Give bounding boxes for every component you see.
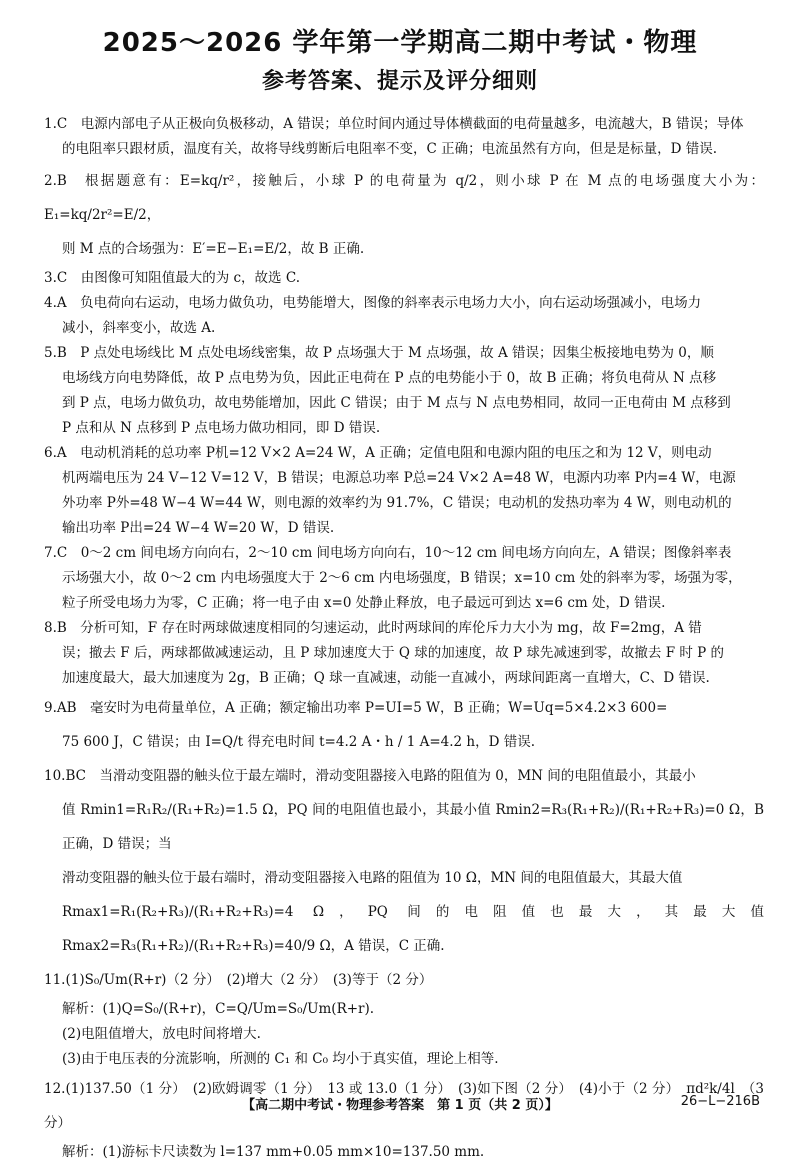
footer-page-info: 【高二期中考试・物理参考答案 第 1 页（共 2 页）】 (242, 1098, 558, 1113)
answer-line: 6.A 电动机消耗的总功率 P机=12 V×2 A=24 W，A 正确；定值电阻和电源内阻的电压之和为 12 V，则电动 (44, 445, 712, 461)
answer-item-1 (44, 112, 764, 162)
answer-line: 减小，斜率变小，故选 A. (62, 320, 216, 336)
answer-line: 外功率 P外=48 W−4 W=44 W，则电源的效率约为 91.7%，C 错误；电动机的发热功率为 4 W，则电动机的 (62, 495, 732, 511)
answer-line: 的电阻率只跟材质，温度有关，故将导线剪断后电阻率不变，C 正确；电流虽然有方向，但是是标量，D 错误. (62, 141, 718, 157)
answer-item-7 (44, 541, 764, 616)
answer-line: 12.(1)137.50（1 分） (2)欧姆调零（1 分） 13 或 13.0（1 分） (3)如下图（2 分） (4)小于（2 分） πd²k/4l （3 分） (44, 1081, 764, 1131)
analysis-line: 解析：(1)游标卡尺读数为 l=137 mm+0.05 mm×10=137.50 mm. (62, 1144, 485, 1160)
answer-line: 加速度最大，最大加速度为 2g，B 正确；Q 球一直减速，动能一直减小，两球间距离一直增大，C、D 错误. (62, 670, 710, 686)
answer-line: 11.(1)S₀/Um(R+r)（2 分） (2)增大（2 分） (3)等于（2 分） (44, 972, 433, 988)
answer-line: 则 M 点的合场强为：E′=E−E₁=E/2，故 B 正确. (62, 241, 365, 257)
answer-item-9 (44, 691, 764, 759)
answer-item-11-analysis (44, 997, 764, 1072)
answer-line: 示场强大小，故 0～2 cm 内电场强度大于 2～6 cm 内电场强度，B 错误；x=10 cm 处的斜率为零，场强为零， (62, 570, 742, 586)
answer-line: 值 Rmin1=R₁R₂/(R₁+R₂)=1.5 Ω，PQ 间的电阻值也最小，其最小值 Rmin2=R₃(R₁+R₂)/(R₁+R₂+R₃)=0 Ω，B 正确，D 错误；当 (62, 802, 764, 852)
analysis-line: (3)由于电压表的分流影响，所测的 C₁ 和 C₀ 均小于真实值，理论上相等. (62, 1051, 499, 1067)
answer-item-5 (44, 341, 764, 441)
answer-item-11 (44, 963, 764, 997)
answer-line: 到 P 点，电场力做负功，故电势能增加，因此 C 错误；由于 M 点与 N 点电势相同，故同一正电荷由 M 点移到 (62, 395, 731, 411)
answer-line: 误；撤去 F 后，两球都做减速运动，且 P 球加速度大于 Q 球的加速度，故 P 球先减速到零，故撤去 F 时 P 的 (62, 645, 725, 661)
answer-line: 8.B 分析可知，F 存在时两球做速度相同的匀速运动，此时两球间的库伦斥力大小为 mg，故 F=2mg，A 错 (44, 620, 702, 636)
answer-item-12-analysis (44, 1140, 764, 1165)
answer-line: 10.BC 当滑动变阻器的触头位于最左端时，滑动变阻器接入电路的阻值为 0，MN 间的电阻值最小，其最小 (44, 768, 696, 784)
answer-line: 3.C 由图像可知阻值最大的为 c，故选 C. (44, 270, 300, 286)
answer-line: 5.B P 点处电场线比 M 点处电场线密集，故 P 点场强大于 M 点场强，故 A 错误；因集尘板接地电势为 0，顺 (44, 345, 714, 361)
answer-item-6 (44, 441, 764, 541)
answer-line: 2.B 根据题意有：E=kq/r²，接触后，小球 P 的电荷量为 q/2，则小球 P 在 M 点的电场强度大小为：E₁=kq/2r²=E/2， (44, 173, 764, 223)
page-title: 2025～2026 学年第一学期高二期中考试・物理 (102, 28, 698, 58)
analysis-line: 解析：(1)Q=S₀/(R+r)，C=Q/Um=S₀/Um(R+r). (62, 1001, 375, 1017)
answer-item-8 (44, 616, 764, 691)
answer-line: Rmax1=R₁(R₂+R₃)/(R₁+R₂+R₃)=4 Ω，PQ 间的电阻值也最大，其最大值 Rmax2=R₃(R₁+R₂)/(R₁+R₂+R₃)=40/9 Ω，A 错误，C 正确. (62, 904, 764, 954)
answer-line: 75 600 J，C 错误；由 I=Q/t 得充电时间 t=4.2 A・h / 1 A=4.2 h，D 错误. (62, 734, 535, 750)
answer-item-10 (44, 759, 764, 963)
answer-line: 输出功率 P出=24 W−4 W=20 W，D 错误. (62, 520, 335, 536)
page-subtitle: 参考答案、提示及评分细则 (261, 69, 538, 94)
answer-line: 9.AB 毫安时为电荷量单位，A 正确；额定输出功率 P=UI=5 W，B 正确；W=Uq=5×4.2×3 600= (44, 700, 668, 716)
answer-item-2 (44, 164, 764, 266)
analysis-line: (2)电阻值增大，放电时间将增大. (62, 1026, 261, 1042)
answer-line: 机两端电压为 24 V−12 V=12 V，B 错误；电源总功率 P总=24 V×2 A=48 W，电源内功率 P内=4 W，电源 (62, 470, 736, 486)
answer-list (44, 112, 764, 1165)
answer-line: 电场线方向电势降低，故 P 点电势为负，因此正电荷在 P 点的电势能小于 0，故 B 正确；将负电荷从 N 点移 (62, 370, 717, 386)
answer-line: P 点和从 N 点移到 P 点电场力做功相同，即 D 错误. (62, 420, 381, 436)
answer-item-4 (44, 291, 764, 341)
answer-line: 4.A 负电荷向右运动，电场力做负功，电势能增大，图像的斜率表示电场力大小，向右运动场强减小，电场力 (44, 295, 702, 311)
answer-line: 1.C 电源内部电子从正极向负极移动，A 错误；单位时间内通过导体横截面的电荷量越多，电流越大，B 错误；导体 (44, 116, 744, 132)
answer-line: 滑动变阻器的触头位于最右端时，滑动变阻器接入电路的阻值为 10 Ω，MN 间的电阻值最大，其最大值 (62, 870, 683, 886)
answer-line: 粒子所受电场力为零，C 正确；将一电子由 x=0 处静止释放，电子最远可到达 x=6 cm 处，D 错误. (62, 595, 666, 611)
answer-item-3 (44, 266, 764, 291)
answer-line: 7.C 0～2 cm 间电场方向向右，2～10 cm 间电场方向向右，10～12 cm 间电场方向向左，A 错误；图像斜率表 (44, 545, 732, 561)
footer-code: 26−L−216B (680, 1094, 760, 1109)
